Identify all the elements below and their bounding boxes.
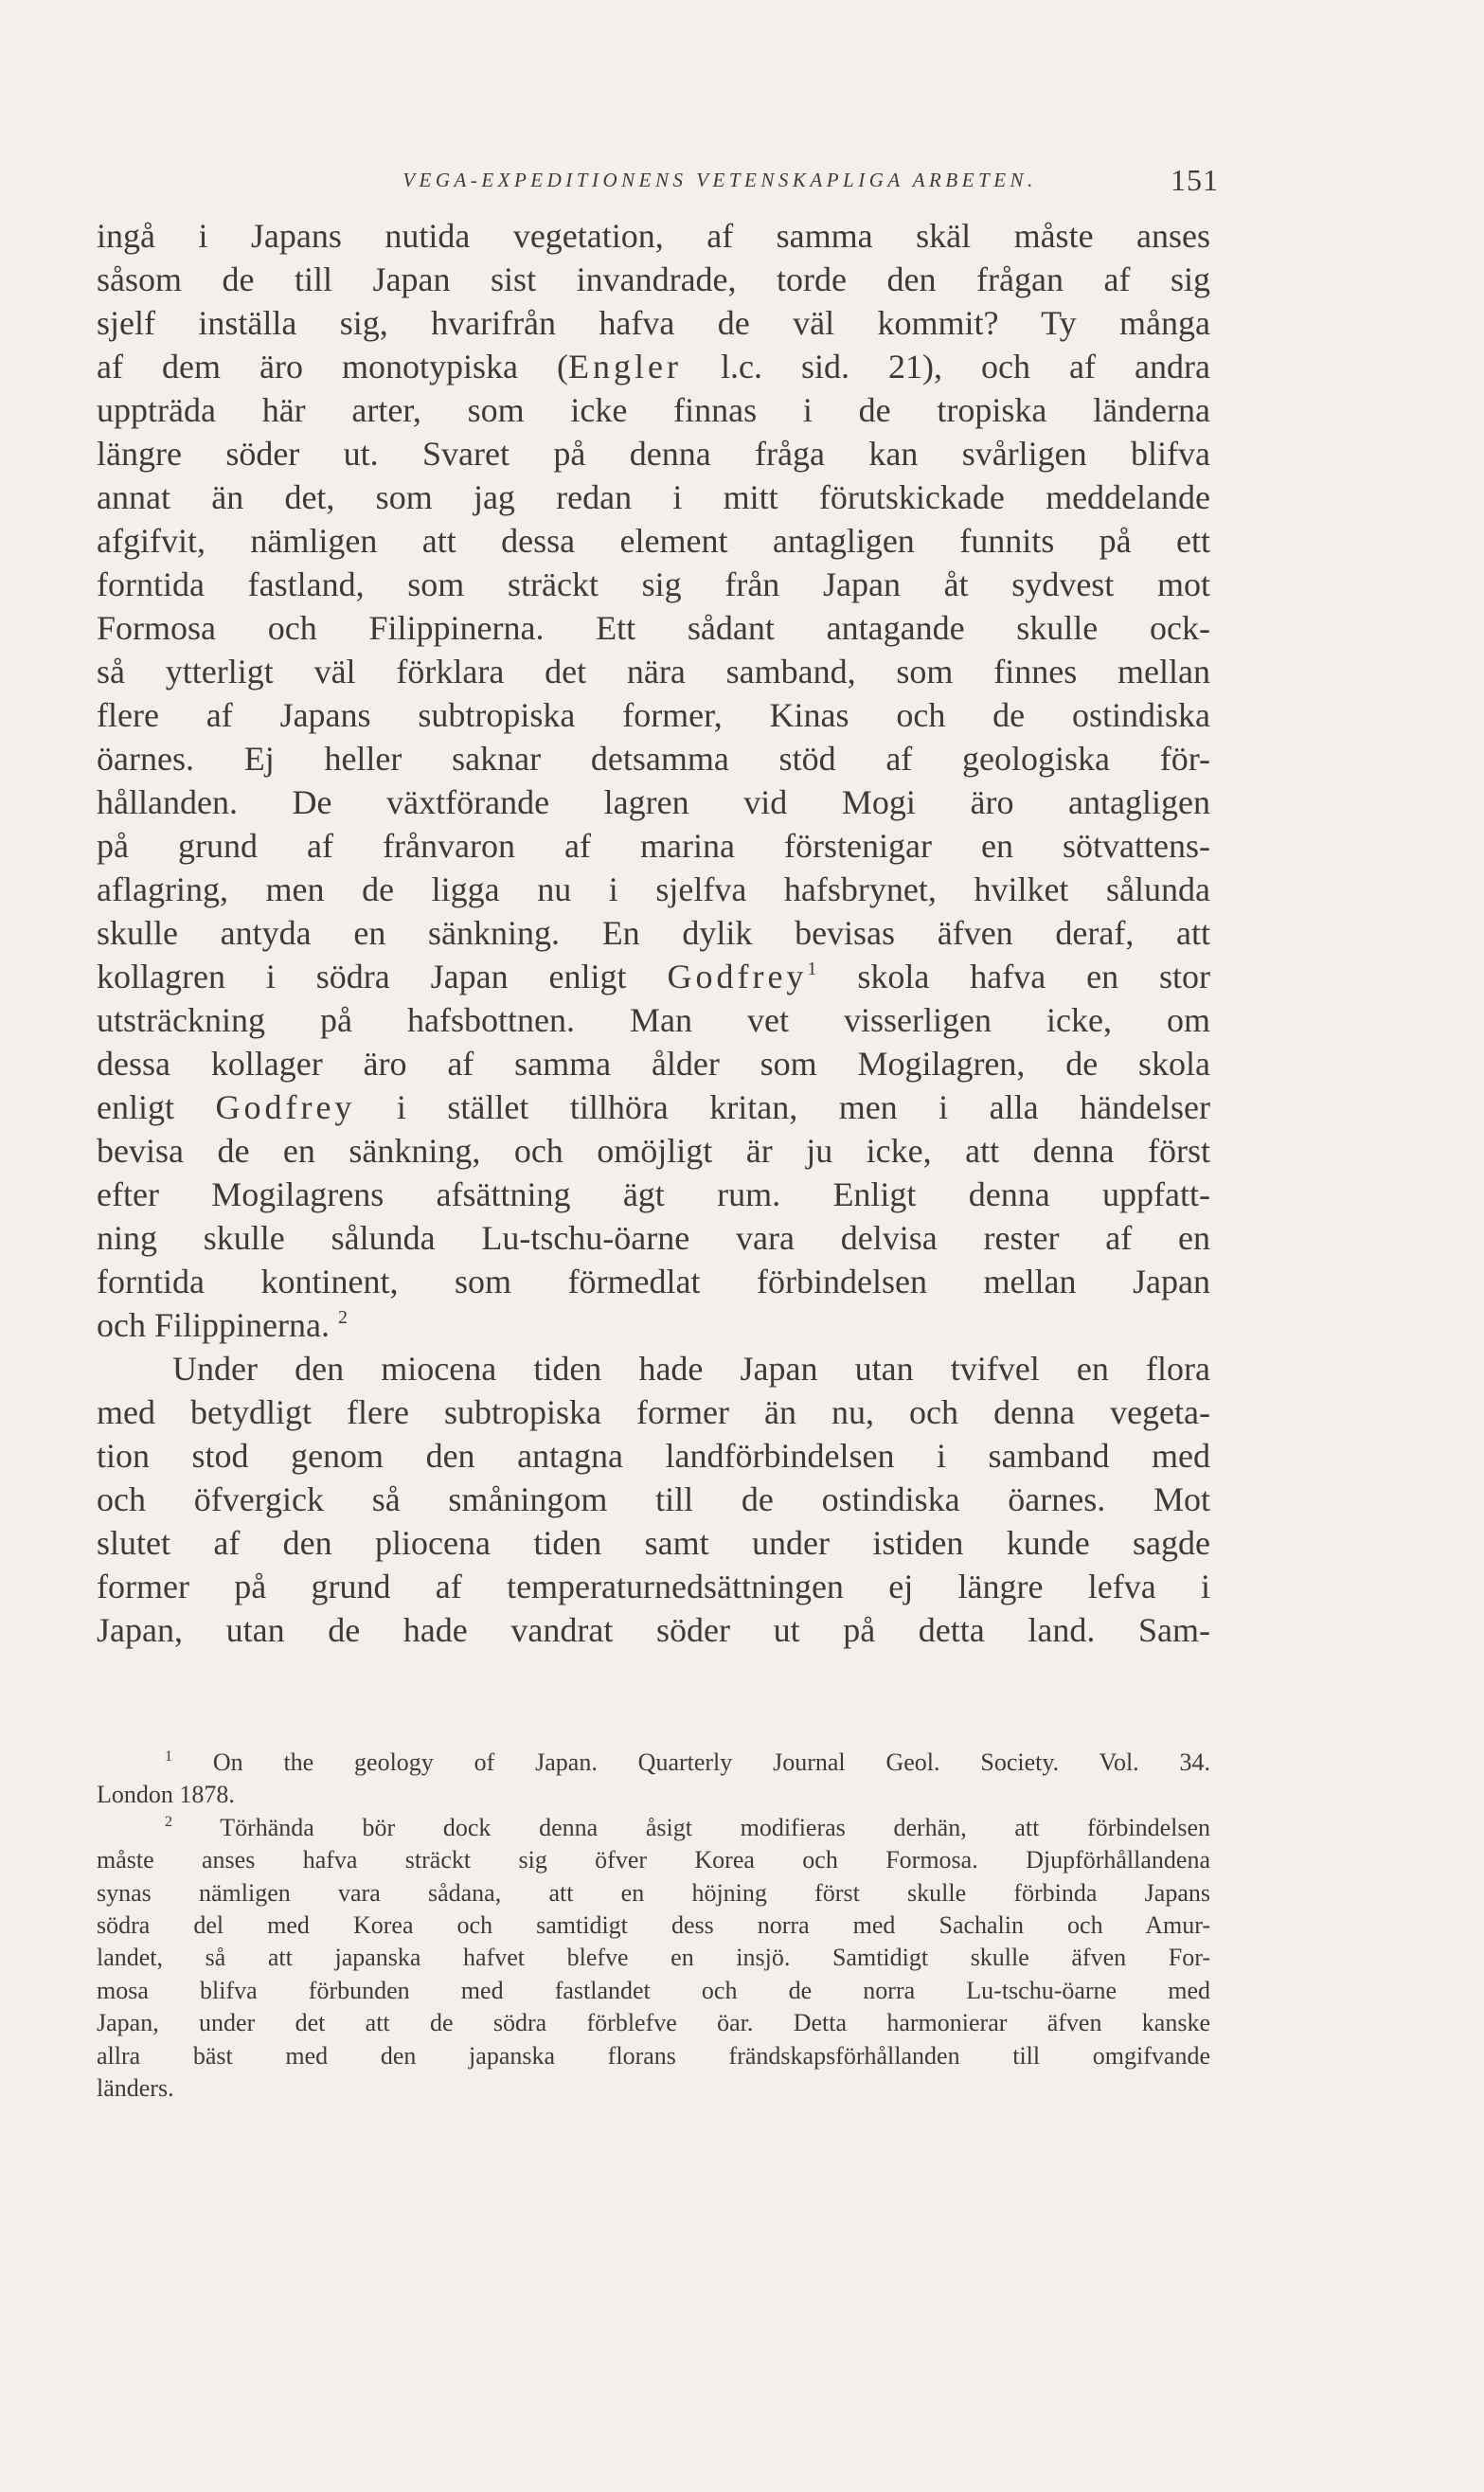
footnote-line: landet, så att japanska hafvet blefve en insjö. Samtidigt skulle äfven For- bbox=[97, 1944, 1210, 1972]
text-line: forntida kontinent, som förmedlat förbindelsen mellan Japan bbox=[97, 1263, 1210, 1300]
text-line: sjelf inställa sig, hvarifrån hafva de väl kommit? Ty många bbox=[97, 304, 1210, 342]
author-name: Engler bbox=[568, 348, 682, 385]
text-line: skulle antyda en sänkning. En dylik bevisas äfven deraf, att bbox=[97, 914, 1210, 952]
text-line: Japan, utan de hade vandrat söder ut på detta land. Sam- bbox=[97, 1611, 1210, 1649]
footnote-line: södra del med Korea och samtidigt dess norra med Sachalin och Amur- bbox=[97, 1910, 1210, 1939]
text-line: bevisa de en sänkning, och omöjligt är ju icke, att denna först bbox=[97, 1132, 1210, 1170]
text-line: af dem äro monotypiska (Engler l.c. sid. 21), och af andra bbox=[97, 348, 1210, 385]
text-line: ingå i Japans nutida vegetation, af samma skäl måste anses bbox=[97, 217, 1210, 255]
footnote-line: mosa blifva förbunden med fastlandet och de norra Lu-tschu-öarne med bbox=[97, 1976, 1210, 2004]
footnote-line: $^2$ Törhända bör dock denna åsigt modifieras derhän, att förbindelsen bbox=[165, 1813, 1210, 1841]
footnote-line: allra bäst med den japanska florans frändskapsförhållanden till omgifvande bbox=[97, 2041, 1210, 2070]
text-line: med betydligt flere subtropiska former än nu, och denna vegeta- bbox=[97, 1393, 1210, 1431]
text-line: Formosa och Filippinerna. Ett sådant antagande skulle ock- bbox=[97, 609, 1210, 647]
footnote-line: måste anses hafva sträckt sig öfver Korea och Formosa. Djupförhållandena bbox=[97, 1846, 1210, 1874]
text-line: flere af Japans subtropiska former, Kinas och de ostindiska bbox=[97, 696, 1210, 734]
text-line: annat än det, som jag redan i mitt förutskickade meddelande bbox=[97, 478, 1210, 516]
text-line: aflagring, men de ligga nu i sjelfva hafsbrynet, hvilket sålunda bbox=[97, 870, 1210, 908]
text-line: och öfvergick så småningom till de ostindiska öarnes. Mot bbox=[97, 1480, 1210, 1518]
text-line: utsträckning på hafsbottnen. Man vet visserligen icke, om bbox=[97, 1001, 1210, 1039]
text-line: ning skulle sålunda Lu-tschu-öarne vara delvisa rester af en bbox=[97, 1219, 1210, 1257]
page-number: 151 bbox=[1171, 163, 1219, 197]
text-line: uppträda här arter, som icke finnas i de tropiska länderna bbox=[97, 391, 1210, 429]
text-line: Under den miocena tiden hade Japan utan tvifvel en flora bbox=[172, 1350, 1210, 1388]
text-line: afgifvit, nämligen att dessa element antagligen funnits på ett bbox=[97, 522, 1210, 560]
text-line: kollagren i södra Japan enligt Godfrey$^1$ skola hafva en stor bbox=[97, 958, 1210, 995]
text-line: efter Mogilagrens afsättning ägt rum. Enligt denna uppfatt- bbox=[97, 1175, 1210, 1213]
text-line: öarnes. Ej heller saknar detsamma stöd af geologiska för- bbox=[97, 740, 1210, 778]
text-line: och Filippinerna. $^2$ bbox=[97, 1306, 348, 1344]
text-line: former på grund af temperaturnedsättningen ej längre lefva i bbox=[97, 1568, 1210, 1605]
body-text bbox=[97, 214, 1210, 1652]
footnote-marker-2: 2 bbox=[165, 1813, 172, 1830]
text-line: så ytterligt väl förklara det nära samband, som finnes mellan bbox=[97, 653, 1210, 690]
text-line: såsom de till Japan sist invandrade, torde den frågan af sig bbox=[97, 260, 1210, 298]
footnote-line: synas nämligen vara sådana, att en höjning först skulle förbinda Japans bbox=[97, 1878, 1210, 1907]
text-line: längre söder ut. Svaret på denna fråga kan svårligen blifva bbox=[97, 435, 1210, 473]
footnote-marker-1: 1 bbox=[165, 1748, 172, 1765]
footnote-ref-2: 2 bbox=[337, 1307, 348, 1328]
footnote-ref-1: 1 bbox=[807, 959, 817, 979]
running-title: VEGA-EXPEDITIONENS VETENSKAPLIGA ARBETEN. bbox=[402, 169, 1037, 191]
footnote-line: London 1878. bbox=[97, 1781, 235, 1809]
author-name: Godfrey bbox=[215, 1088, 356, 1126]
text-line: enligt Godfrey i stället tillhöra kritan, men i alla händelser bbox=[97, 1088, 1211, 1126]
footnotes bbox=[97, 1747, 1210, 2105]
text-line: forntida fastland, som sträckt sig från Japan åt sydvest mot bbox=[97, 565, 1210, 603]
text-line: hållanden. De växtförande lagren vid Mogi äro antagligen bbox=[97, 783, 1210, 821]
footnote-line: $^1$ On the geology of Japan. Quarterly Journal Geol. Society. Vol. 34. bbox=[165, 1748, 1211, 1776]
text-line: slutet af den pliocena tiden samt under istiden kunde sagde bbox=[97, 1524, 1210, 1562]
text-line: på grund af frånvaron af marina förstenigar en sötvattens- bbox=[97, 827, 1210, 865]
text-line: dessa kollager äro af samma ålder som Mogilagren, de skola bbox=[97, 1045, 1210, 1083]
footnote-line: Japan, under det att de södra förblefve öar. Detta harmonierar äfven kanske bbox=[97, 2009, 1210, 2037]
author-name: Godfrey bbox=[667, 958, 808, 995]
text-line: tion stod genom den antagna landförbindelsen i samband med bbox=[97, 1437, 1210, 1475]
footnote-line: länders. bbox=[97, 2073, 174, 2102]
